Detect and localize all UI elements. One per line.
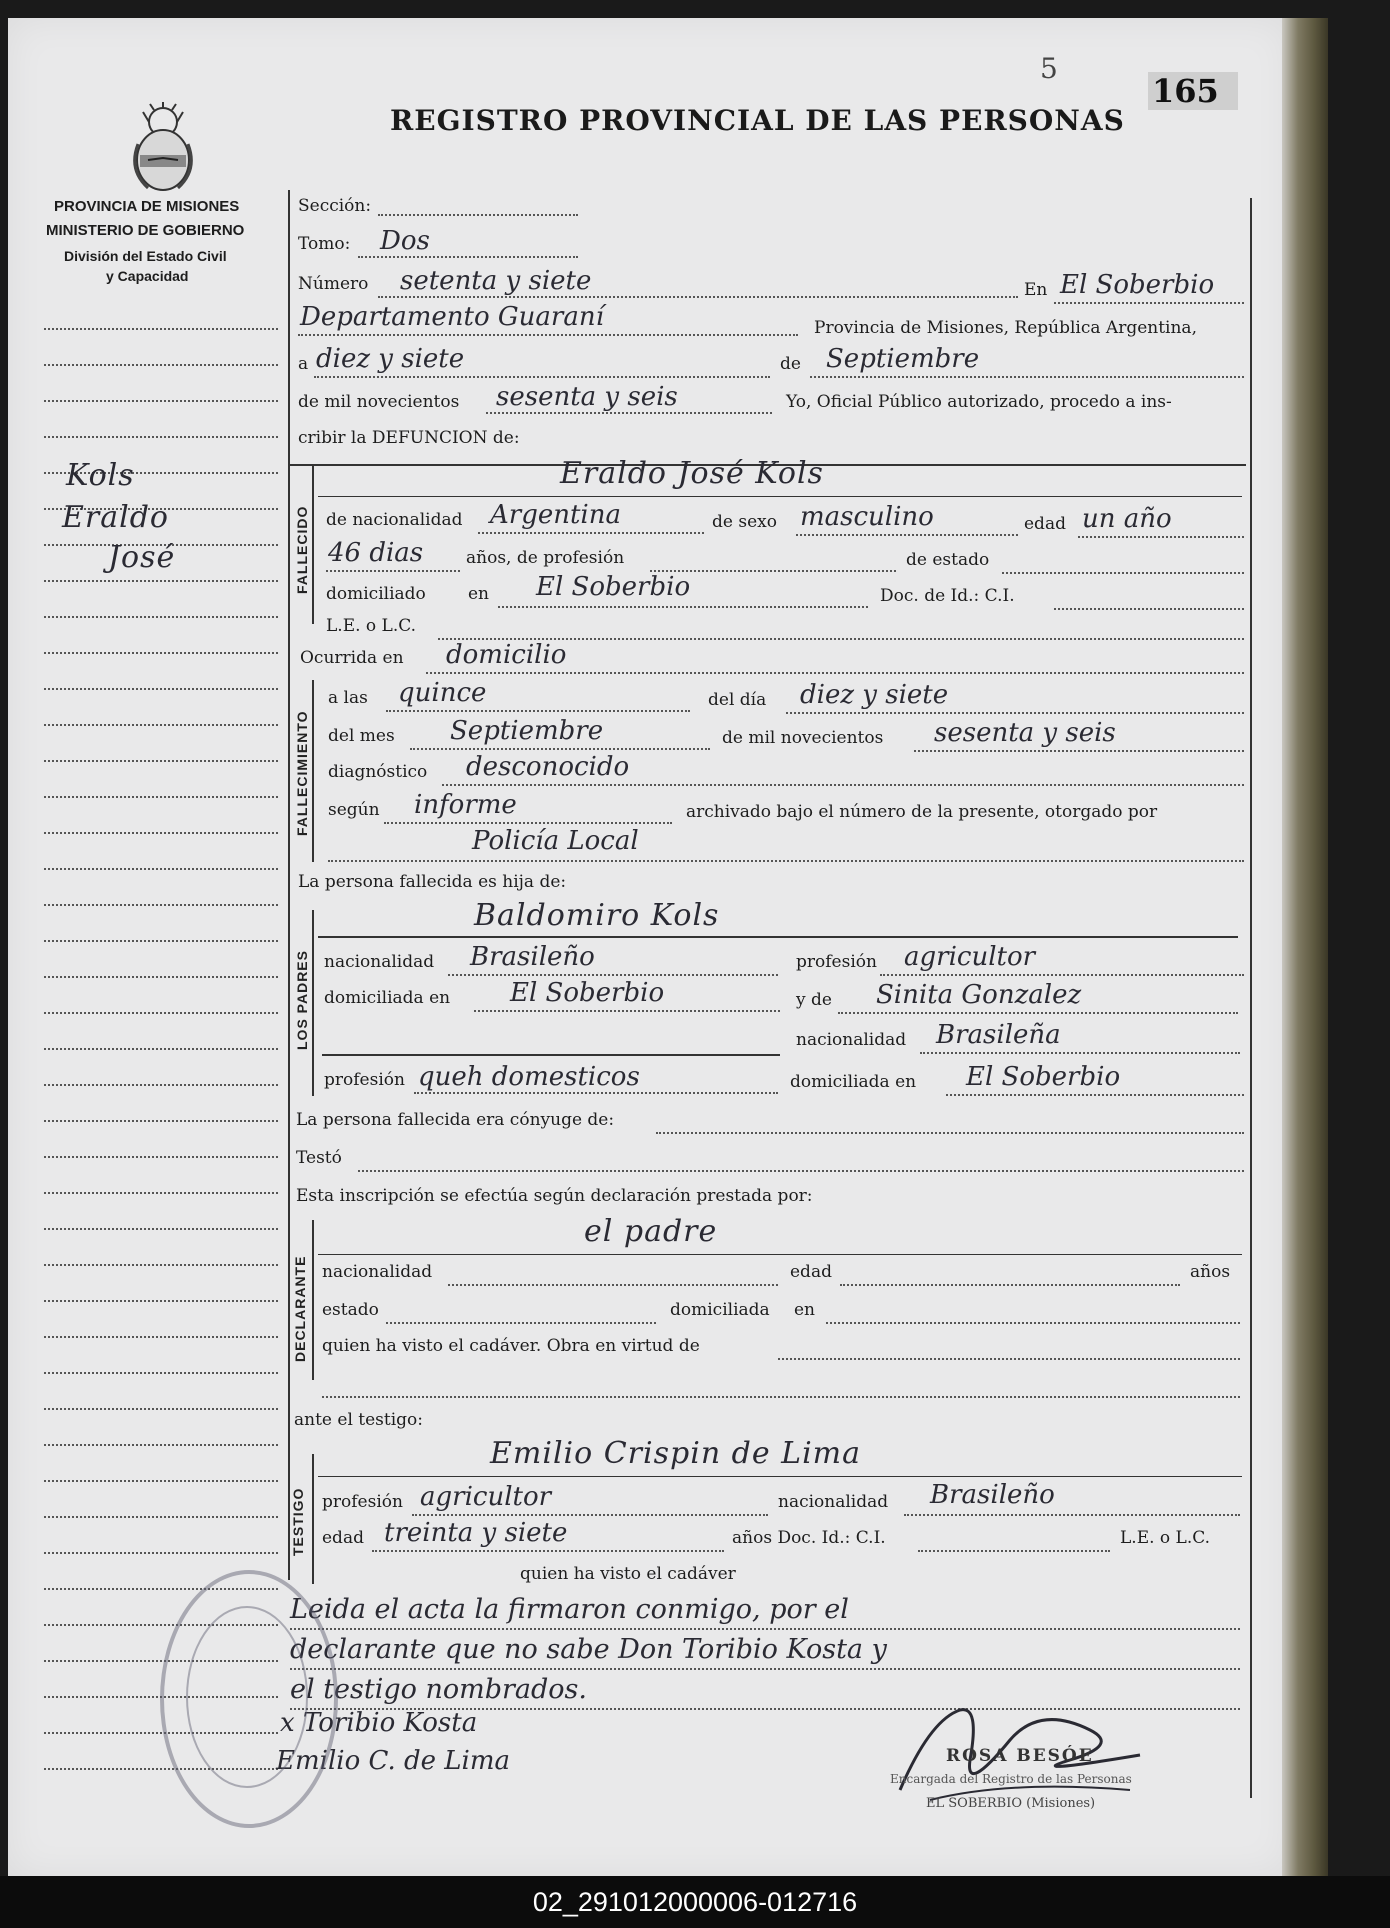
fallecido-anios-profesion-label: años, de profesión — [466, 548, 625, 568]
numero-value: setenta y siete — [400, 266, 592, 296]
inscribir-text: cribir la DEFUNCION de: — [298, 428, 520, 448]
tomo-label: Tomo: — [298, 234, 351, 254]
a-label: a — [298, 354, 309, 374]
testigo-edad-label: edad — [322, 1528, 364, 1548]
padre-nombre: Baldomiro Kols — [474, 898, 720, 933]
declarante-anios-label: años — [1190, 1262, 1231, 1282]
oficial-text: Yo, Oficial Público autorizado, procedo a ins- — [786, 392, 1172, 412]
en-value: El Soberbio — [1060, 270, 1215, 300]
fallecido-sexo-value: masculino — [800, 502, 934, 532]
del-dia-value: diez y siete — [800, 680, 949, 710]
testigo-nombre: Emilio Crispin de Lima — [490, 1436, 862, 1471]
fallecido-le-label: L.E. o L.C. — [326, 616, 417, 636]
fallecido-nombre: Eraldo José Kols — [560, 456, 824, 491]
right-border — [1250, 198, 1252, 1798]
archivado-text: archivado bajo el número de la presente, otorgado por — [686, 802, 1158, 822]
numero-label: Número — [298, 274, 369, 294]
testigo-nacionalidad-value: Brasileño — [930, 1480, 1055, 1510]
fallecido-domicilio-value: El Soberbio — [536, 572, 691, 602]
madre-profesion-label: profesión — [324, 1070, 405, 1090]
seccion-label: Sección: — [298, 196, 372, 216]
rubber-stamp-inner — [186, 1606, 308, 1788]
declarante-estado-label: estado — [322, 1300, 379, 1320]
testigo-section-label: TESTIGO — [290, 1487, 306, 1556]
padre-nacionalidad-label: nacionalidad — [324, 952, 435, 972]
segun-value: informe — [414, 790, 517, 820]
tomo-value: Dos — [380, 226, 430, 256]
testigo-profesion-value: agricultor — [420, 1482, 552, 1512]
testigo-edad-value: treinta y siete — [384, 1518, 568, 1548]
testigo-anios-doc-label: años Doc. Id.: C.I. — [732, 1528, 886, 1548]
closing-line-1: Leida el acta la firmaron conmigo, por el — [290, 1594, 849, 1625]
closing-line-2: declarante que no sabe Don Toribio Kosta y — [290, 1634, 887, 1665]
a-las-label: a las — [328, 688, 368, 708]
margin-given-name-1: Eraldo — [62, 500, 169, 535]
testigo-nacionalidad-label: nacionalidad — [778, 1492, 889, 1512]
margin-given-name-2: José — [108, 540, 176, 575]
fallecimiento-de-mil-label: de mil novecientos — [722, 728, 884, 748]
signature-declarante: x Toribio Kosta — [280, 1708, 478, 1738]
del-dia-label: del día — [708, 690, 767, 710]
fallecido-doc-label: Doc. de Id.: C.I. — [880, 586, 1015, 606]
page-mark: 5 — [1040, 52, 1058, 85]
declarante-edad-label: edad — [790, 1262, 832, 1282]
inscripcion-text: Esta inscripción se efectúa según declaración prestada por: — [296, 1186, 813, 1206]
coat-of-arms-icon — [118, 100, 208, 192]
testo-label: Testó — [296, 1148, 342, 1168]
padres-intro: La persona fallecida es hija de: — [298, 872, 567, 892]
madre-nombre: Sinita Gonzalez — [876, 980, 1082, 1010]
madre-profesion-value: queh domesticos — [418, 1062, 640, 1092]
image-id-footer: 02_291012000006-012716 — [0, 1876, 1390, 1928]
padre-profesion-value: agricultor — [904, 942, 1036, 972]
a-value: diez y siete — [316, 344, 465, 374]
diagnostico-value: desconocido — [466, 752, 630, 782]
declarante-domiciliada-label: domiciliada — [670, 1300, 770, 1320]
page-title: REGISTRO PROVINCIAL DE LAS PERSONAS — [390, 104, 1125, 137]
de-label: de — [780, 354, 801, 374]
fallecido-sexo-label: de sexo — [712, 512, 777, 532]
provincia-text: Provincia de Misiones, República Argentina, — [814, 318, 1197, 338]
en-label: En — [1024, 280, 1048, 300]
a-las-value: quince — [398, 678, 487, 708]
authority-line-4: y Capacidad — [106, 268, 189, 284]
testigo-profesion-label: profesión — [322, 1492, 403, 1512]
padre-domiciliada-label: domiciliada en — [324, 988, 451, 1008]
conyuge-label: La persona fallecida era cónyuge de: — [296, 1110, 615, 1130]
declarante-visto-text: quien ha visto el cadáver. Obra en virtud de — [322, 1336, 700, 1356]
folio-number: 165 — [1152, 72, 1219, 110]
testigo-intro: ante el testigo: — [294, 1410, 424, 1430]
declarante-section-label: DECLARANTE — [292, 1255, 308, 1362]
padre-domicilio-value: El Soberbio — [510, 978, 665, 1008]
fallecido-nacionalidad-label: de nacionalidad — [326, 510, 463, 530]
fallecido-edad-value: un año — [1082, 504, 1172, 534]
margin-surname: Kols — [66, 458, 135, 493]
otorgado-value: Policía Local — [472, 826, 639, 856]
authority-line-1: PROVINCIA DE MISIONES — [54, 198, 240, 215]
margin-divider — [288, 190, 290, 1580]
de-mil-label: de mil novecientos — [298, 392, 460, 412]
declarante-nombre: el padre — [584, 1214, 718, 1249]
anio-value: sesenta y seis — [496, 382, 678, 412]
authority-line-2: MINISTERIO DE GOBIERNO — [46, 222, 245, 239]
del-mes-label: del mes — [328, 726, 395, 746]
declarante-nacionalidad-label: nacionalidad — [322, 1262, 433, 1282]
signature-testigo: Emilio C. de Lima — [276, 1746, 511, 1776]
padres-section-label: LOS PADRES — [294, 950, 310, 1050]
official-stamp-role: Encargada del Registro de las Personas — [890, 1772, 1132, 1786]
madre-nacionalidad-label: nacionalidad — [796, 1030, 907, 1050]
declarante-en-label: en — [794, 1300, 816, 1320]
fallecido-nacionalidad-value: Argentina — [490, 500, 621, 530]
fallecido-edad-value-2: 46 dias — [328, 538, 424, 568]
segun-label: según — [328, 800, 380, 820]
madre-nacionalidad-value: Brasileña — [936, 1020, 1061, 1050]
madre-domicilio-value: El Soberbio — [966, 1062, 1121, 1092]
closing-line-3: el testigo nombrados. — [290, 1674, 587, 1705]
official-stamp-name: ROSA BESÓE — [946, 1746, 1094, 1766]
fallecido-edad-label: edad — [1024, 514, 1066, 534]
authority-line-3: División del Estado Civil — [64, 248, 227, 264]
fallecimiento-anio-value: sesenta y seis — [934, 718, 1116, 748]
testigo-le-label: L.E. o L.C. — [1120, 1528, 1211, 1548]
departamento-value: Departamento Guaraní — [300, 302, 604, 332]
fallecido-domiciliado-label: domiciliado — [326, 584, 426, 604]
ocurrida-label: Ocurrida en — [300, 648, 404, 668]
ocurrida-value: domicilio — [446, 640, 567, 670]
official-stamp-place: EL SOBERBIO (Misiones) — [926, 1796, 1096, 1811]
fallecido-en-label: en — [468, 584, 490, 604]
mes-value: Septiembre — [826, 344, 980, 374]
fallecido-section-label: FALLECIDO — [294, 505, 310, 594]
madre-domiciliada-label: domiciliada en — [790, 1072, 917, 1092]
book-binding — [1282, 18, 1328, 1876]
testigo-visto-text: quien ha visto el cadáver — [520, 1564, 736, 1584]
diagnostico-label: diagnóstico — [328, 762, 428, 782]
fallecimiento-section-label: FALLECIMIENTO — [294, 710, 310, 836]
padre-nacionalidad-value: Brasileño — [470, 942, 595, 972]
y-de-label: y de — [796, 990, 832, 1010]
fallecido-estado-label: de estado — [906, 550, 990, 570]
del-mes-value: Septiembre — [450, 716, 604, 746]
padre-profesion-label: profesión — [796, 952, 877, 972]
